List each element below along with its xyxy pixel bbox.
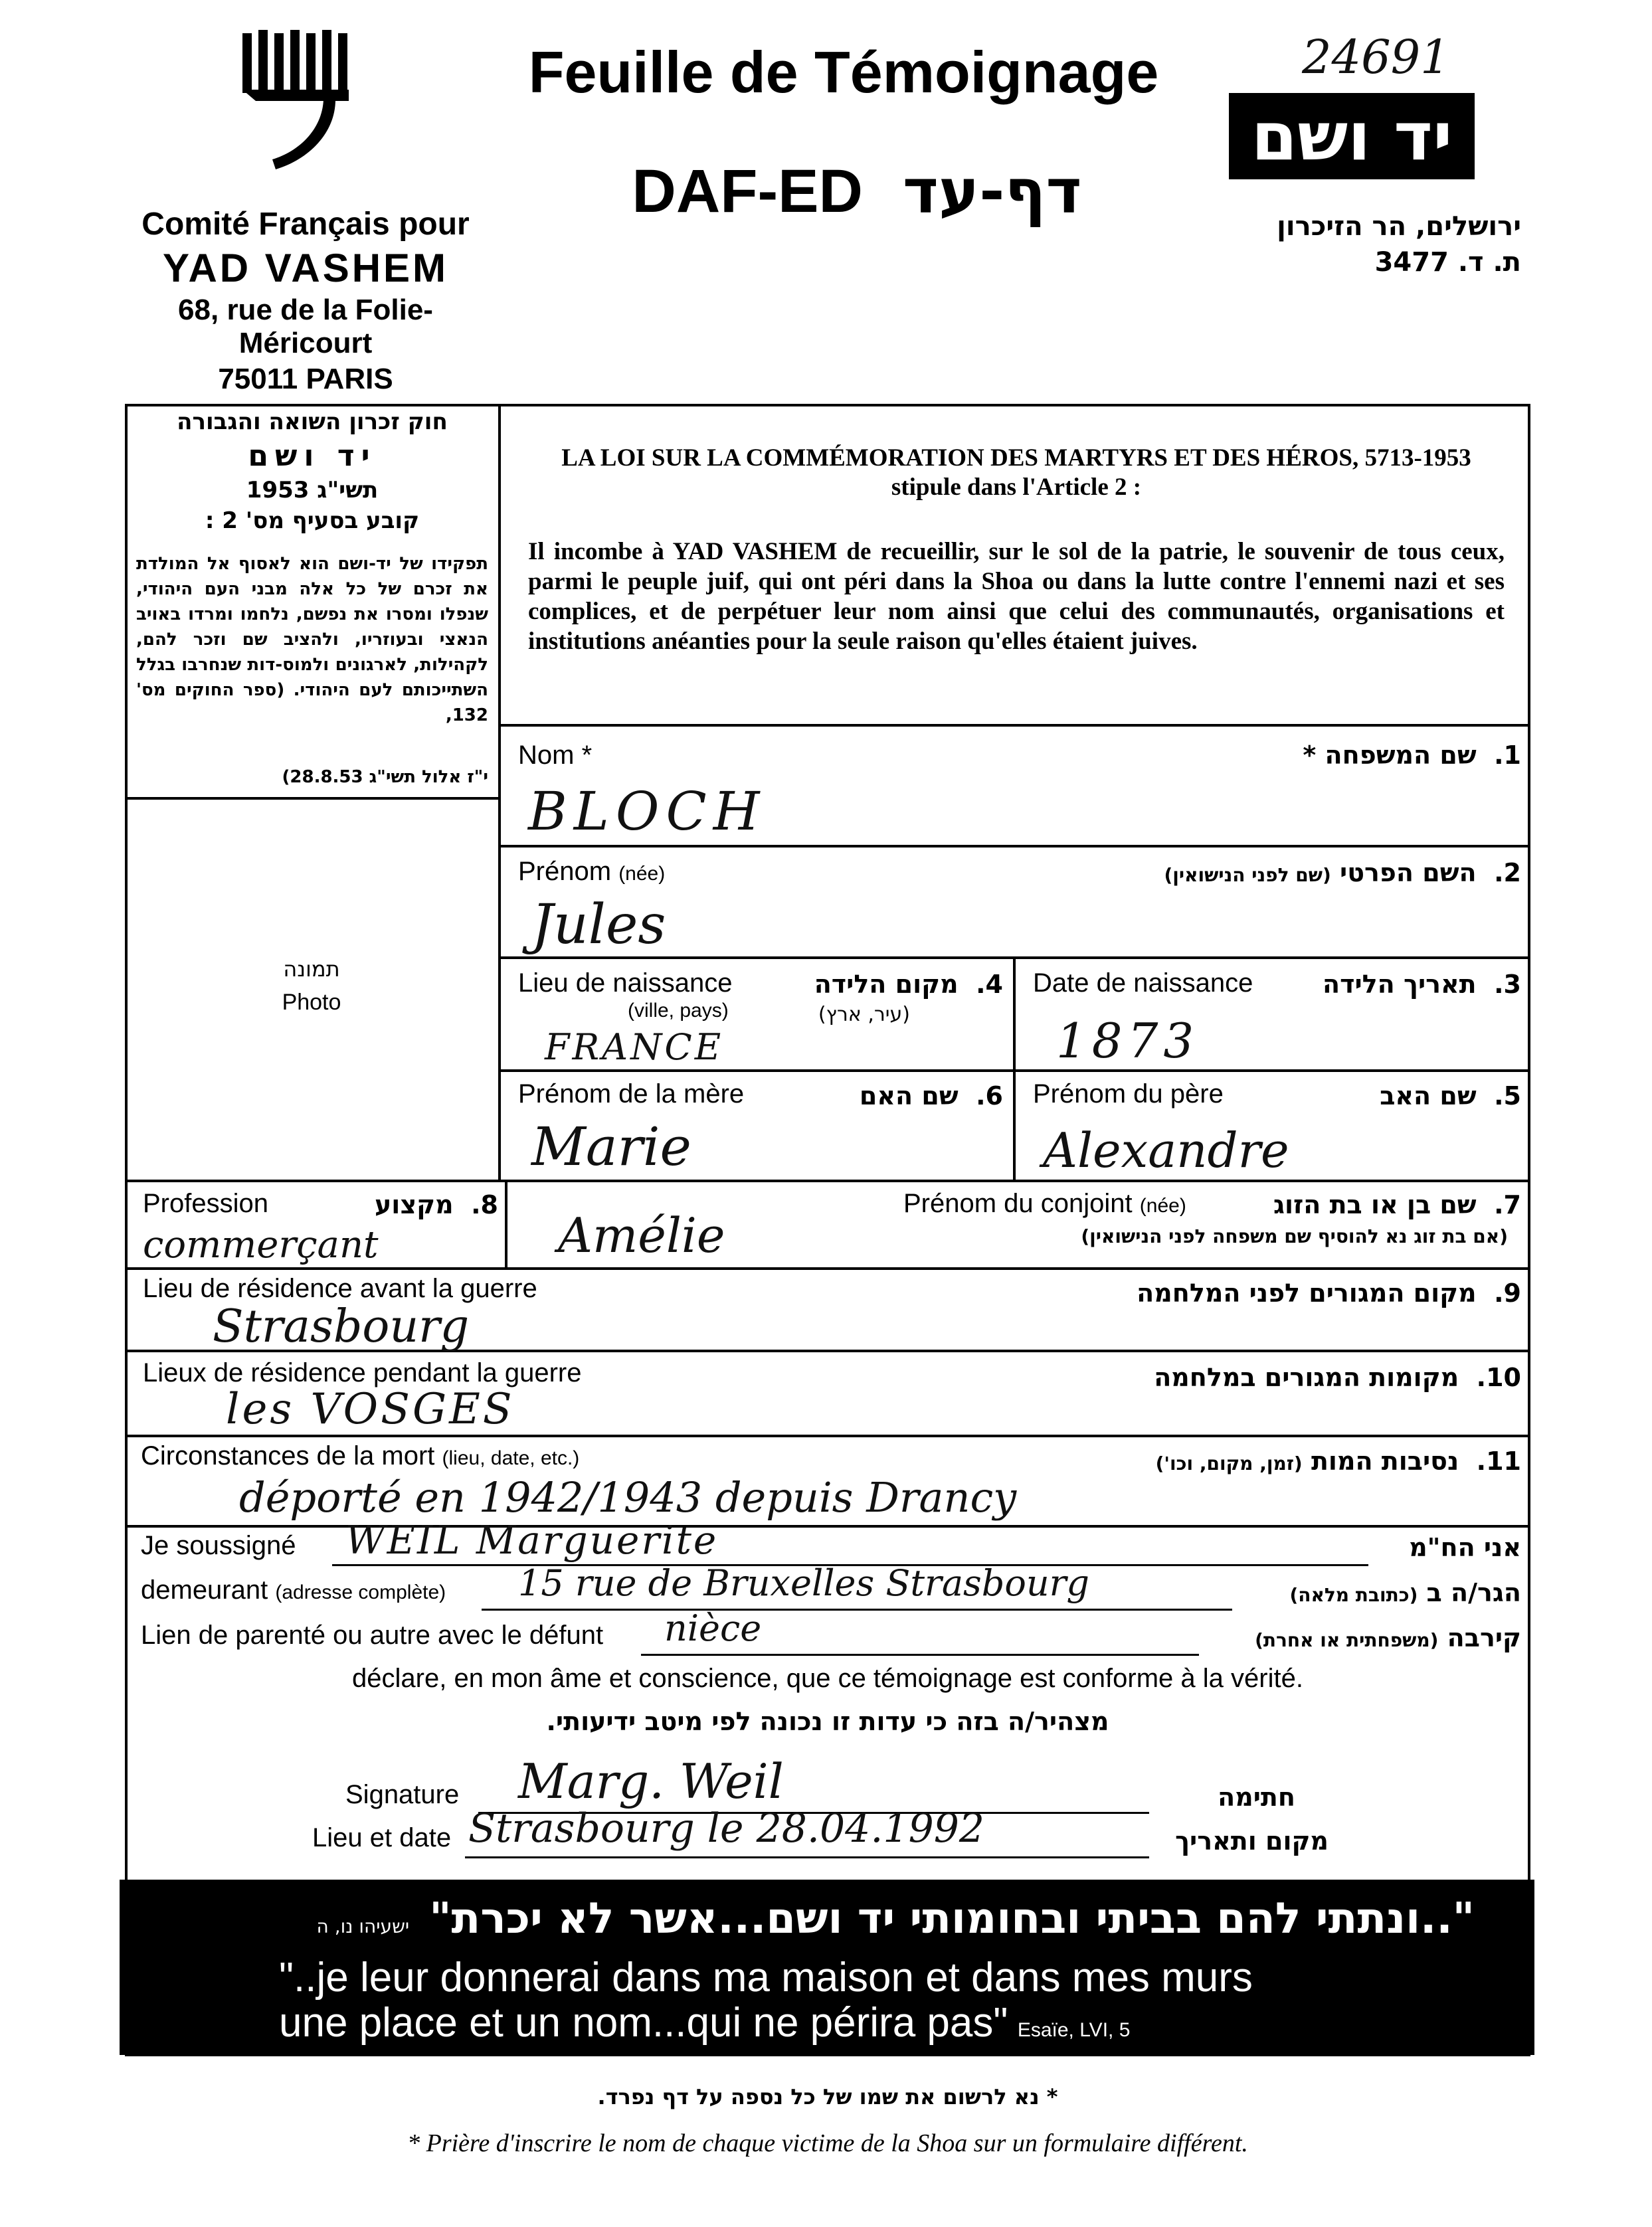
lieu-naissance-he-small: (עיר, ארץ) <box>818 1003 910 1026</box>
lieu-naissance-label: Lieu de naissance <box>518 968 733 998</box>
circonstances-he-small: (זמן, מקום, וכו') <box>1155 1453 1303 1474</box>
nom-label: Nom * <box>518 741 593 770</box>
lieu-naissance-small: (ville, pays) <box>628 1000 729 1022</box>
prenom-pere-he: שם האב <box>1380 1081 1477 1111</box>
conjoint-label-small: (née) <box>1139 1195 1186 1217</box>
lieu-naissance-value[interactable]: FRANCE <box>545 1026 724 1068</box>
page-title: Feuille de Témoignage <box>528 39 1159 105</box>
nom-he: שם המשפחה * <box>1303 741 1477 770</box>
law-he-body: תפקידו של יד-ושם הוא לאסוף אל המולדת את זכרם של כל אלה מבני העם היהודי, שנפלו ומסרו את נפשם, נלחמו ומרדו באויב הנאצי ובעוזריו, ולהציב שם וזכר להם, לקהילות, לארגונים ולמוס-דות שנחרבו בגלל השתייכותם לעם היהודי. (ספר החוקים מס' 132, <box>136 554 488 725</box>
residence-avant-num: 9. <box>1494 1279 1521 1308</box>
prenom-mere-num: 6. <box>976 1081 1003 1111</box>
law-fr-subtitle: stipule dans l'Article 2 : <box>891 474 1142 501</box>
handwritten-number: 24691 <box>1302 30 1450 84</box>
law-he-article: קובע בסעיף מס' 2 : <box>205 507 420 534</box>
prenom-he-small: (שם לפני הנישואין) <box>1164 864 1331 886</box>
date-naissance-label: Date de naissance <box>1033 968 1253 998</box>
date-naissance-num: 3. <box>1494 970 1521 999</box>
conjoint-he-small: (אם בת זוג נא להוסיף שם משפחה לפני הנישואין) <box>1081 1225 1508 1247</box>
committee-city: 75011 PARIS <box>218 363 393 395</box>
profession-he: מקצוע <box>375 1190 454 1219</box>
demeurant-he-small: (כתובת מלאה) <box>1289 1584 1418 1606</box>
demeurant-value[interactable]: 15 rue de Bruxelles Strasbourg <box>518 1562 1089 1604</box>
photo-label-he: תמונה <box>283 956 340 982</box>
law-he-title: חוק זכרון השואה והגבורה <box>177 408 448 435</box>
lien-he-small: (משפחתית או אחרת) <box>1255 1629 1439 1651</box>
conjoint-he: שם בן או בת הזוג <box>1273 1190 1477 1219</box>
residence-avant-he: מקום המגורים לפני המלחמה <box>1137 1279 1477 1308</box>
circonstances-label-small: (lieu, date, etc.) <box>442 1447 580 1469</box>
date-naissance-value[interactable]: 1873 <box>1056 1013 1200 1069</box>
signature-value[interactable]: Marg. Weil <box>518 1753 784 1809</box>
jerusalem-address: ירושלים, הר הזיכרון <box>1277 211 1521 242</box>
lieu-naissance-he: מקום הלידה <box>814 970 959 999</box>
residence-avant-value[interactable]: Strasbourg <box>213 1300 470 1353</box>
law-he-year: תשי"ג 1953 <box>246 477 379 503</box>
soussigne-he: אני הח"מ <box>1409 1533 1521 1562</box>
law-fr-title: LA LOI SUR LA COMMÉMORATION DES MARTYRS ET DES HÉROS, 5713-1953 <box>561 444 1471 472</box>
residence-avant-label: Lieu de résidence avant la guerre <box>143 1274 537 1303</box>
prenom-pere-label: Prénom du père <box>1033 1079 1224 1109</box>
yad-vashem-menorah-logo <box>236 27 355 193</box>
lien-value[interactable]: nièce <box>664 1607 762 1649</box>
signature-he: חתימה <box>1218 1783 1295 1812</box>
demeurant-he: הגר/ה ב <box>1426 1578 1521 1607</box>
banner-fr-line2: une place et un nom...qui ne périra pas" <box>279 2000 1008 2046</box>
prenom-pere-value[interactable]: Alexandre <box>1043 1122 1289 1178</box>
prenom-value[interactable]: Jules <box>531 893 666 956</box>
nom-label-he <box>1129 741 1521 770</box>
photo-label-fr: Photo <box>282 990 341 1015</box>
committee-name: Comité Français pour <box>141 207 470 242</box>
prenom-label-small: (née) <box>618 863 666 885</box>
footer-note-he: * נא לרשום את שמו של כל נספה על דף נפרד. <box>597 2084 1058 2109</box>
lien-he: קירבה <box>1447 1623 1521 1652</box>
prenom-mere-value[interactable]: Marie <box>531 1116 691 1178</box>
law-he-date: י"ז אלול תשי"ג 28.8.53) <box>282 767 488 787</box>
banner-fr-ref: Esaïe, LVI, 5 <box>1017 2019 1131 2041</box>
law-fr-body: Il incombe à YAD VASHEM de recueillir, sur le sol de la patrie, le souvenir de tous ceux, parmi le peuple juif, qui ont péri dans la Shoa ou dans la lutte contre l'ennemi nazi et ses complices, et de perpétuer leur nom ainsi que celui des communautés, organisations et institutions anéanties pour la seule raison qu'elles étaient juives. <box>528 538 1505 655</box>
po-box: ת. ד. 3477 <box>1374 247 1521 278</box>
quote-banner <box>120 1880 1534 2055</box>
lieu-naissance-num: 4. <box>976 970 1003 999</box>
committee-address: 68, rue de la Folie-Méricourt <box>178 294 433 359</box>
lien-label: Lien de parenté ou autre avec le défunt <box>141 1621 604 1650</box>
lieu-date-he: מקום ותאריך <box>1175 1826 1329 1856</box>
circonstances-num: 11. <box>1476 1447 1521 1476</box>
nom-value[interactable]: BLOCH <box>528 780 767 842</box>
profession-label: Profession <box>143 1189 268 1218</box>
prenom-num: 2. <box>1494 858 1521 887</box>
demeurant-label-small: (adresse complète) <box>275 1581 446 1603</box>
subtitle-daf-ed: DAF-ED <box>632 157 863 225</box>
residence-pendant-num: 10. <box>1476 1363 1521 1392</box>
logo-text: יד ושם <box>1251 97 1453 175</box>
nom-num: 1. <box>1494 741 1521 770</box>
signature-label: Signature <box>345 1780 460 1809</box>
prenom-pere-num: 5. <box>1494 1081 1521 1111</box>
circonstances-label: Circonstances de la mort <box>141 1441 435 1470</box>
yad-vashem-logo-box <box>1229 93 1475 179</box>
footer-note-fr: * Prière d'inscrire le nom de chaque victime de la Shoa sur un formulaire différent. <box>407 2129 1248 2157</box>
declaration-fr: déclare, en mon âme et conscience, que ce témoignage est conforme à la vérité. <box>352 1664 1303 1693</box>
profession-num: 8. <box>471 1190 498 1219</box>
conjoint-num: 7. <box>1494 1190 1521 1219</box>
residence-pendant-he: מקומות המגורים במלחמה <box>1154 1363 1459 1392</box>
subtitle-hebrew: דף-עד <box>902 156 1082 227</box>
prenom-he: השם הפרטי <box>1340 858 1477 887</box>
soussigne-label: Je soussigné <box>141 1531 296 1560</box>
demeurant-label: demeurant <box>141 1575 268 1605</box>
profession-value[interactable]: commerçant <box>143 1223 379 1267</box>
lieu-date-label: Lieu et date <box>312 1823 452 1852</box>
residence-pendant-value[interactable]: les VOSGES <box>226 1385 515 1434</box>
date-naissance-he: תאריך הלידה <box>1323 970 1477 999</box>
prenom-label: Prénom <box>518 857 612 886</box>
circonstances-value[interactable]: déporté en 1942/1943 depuis Drancy <box>239 1473 1017 1522</box>
banner-he-ref: ישעיהו נו, ה <box>316 1915 410 1937</box>
banner-fr-line1: "..je leur donnerai dans ma maison et dans mes murs <box>279 1955 1253 2001</box>
committee-yad-vashem: YAD VASHEM <box>162 246 449 290</box>
soussigne-value[interactable]: WEIL Marguerite <box>345 1518 719 1563</box>
lieu-date-value[interactable]: Strasbourg le 28.04.1992 <box>468 1805 985 1852</box>
prenom-mere-label: Prénom de la mère <box>518 1079 745 1109</box>
law-he-name: יד ושם <box>248 439 377 473</box>
banner-he-quote: "..ונתתי להם בביתי ובחומותי יד ושם...אשר לא יכרת" <box>429 1894 1475 1943</box>
circonstances-he: נסיבות המות <box>1311 1447 1459 1476</box>
conjoint-value[interactable]: Amélie <box>558 1207 725 1263</box>
residence-pendant-label: Lieux de résidence pendant la guerre <box>143 1358 582 1387</box>
declaration-he: מצהיר/ה בזה כי עדות זו נכונה לפי מיטב ידיעותי. <box>546 1707 1109 1736</box>
conjoint-label: Prénom du conjoint <box>903 1189 1133 1218</box>
prenom-mere-he: שם האם <box>859 1081 959 1111</box>
